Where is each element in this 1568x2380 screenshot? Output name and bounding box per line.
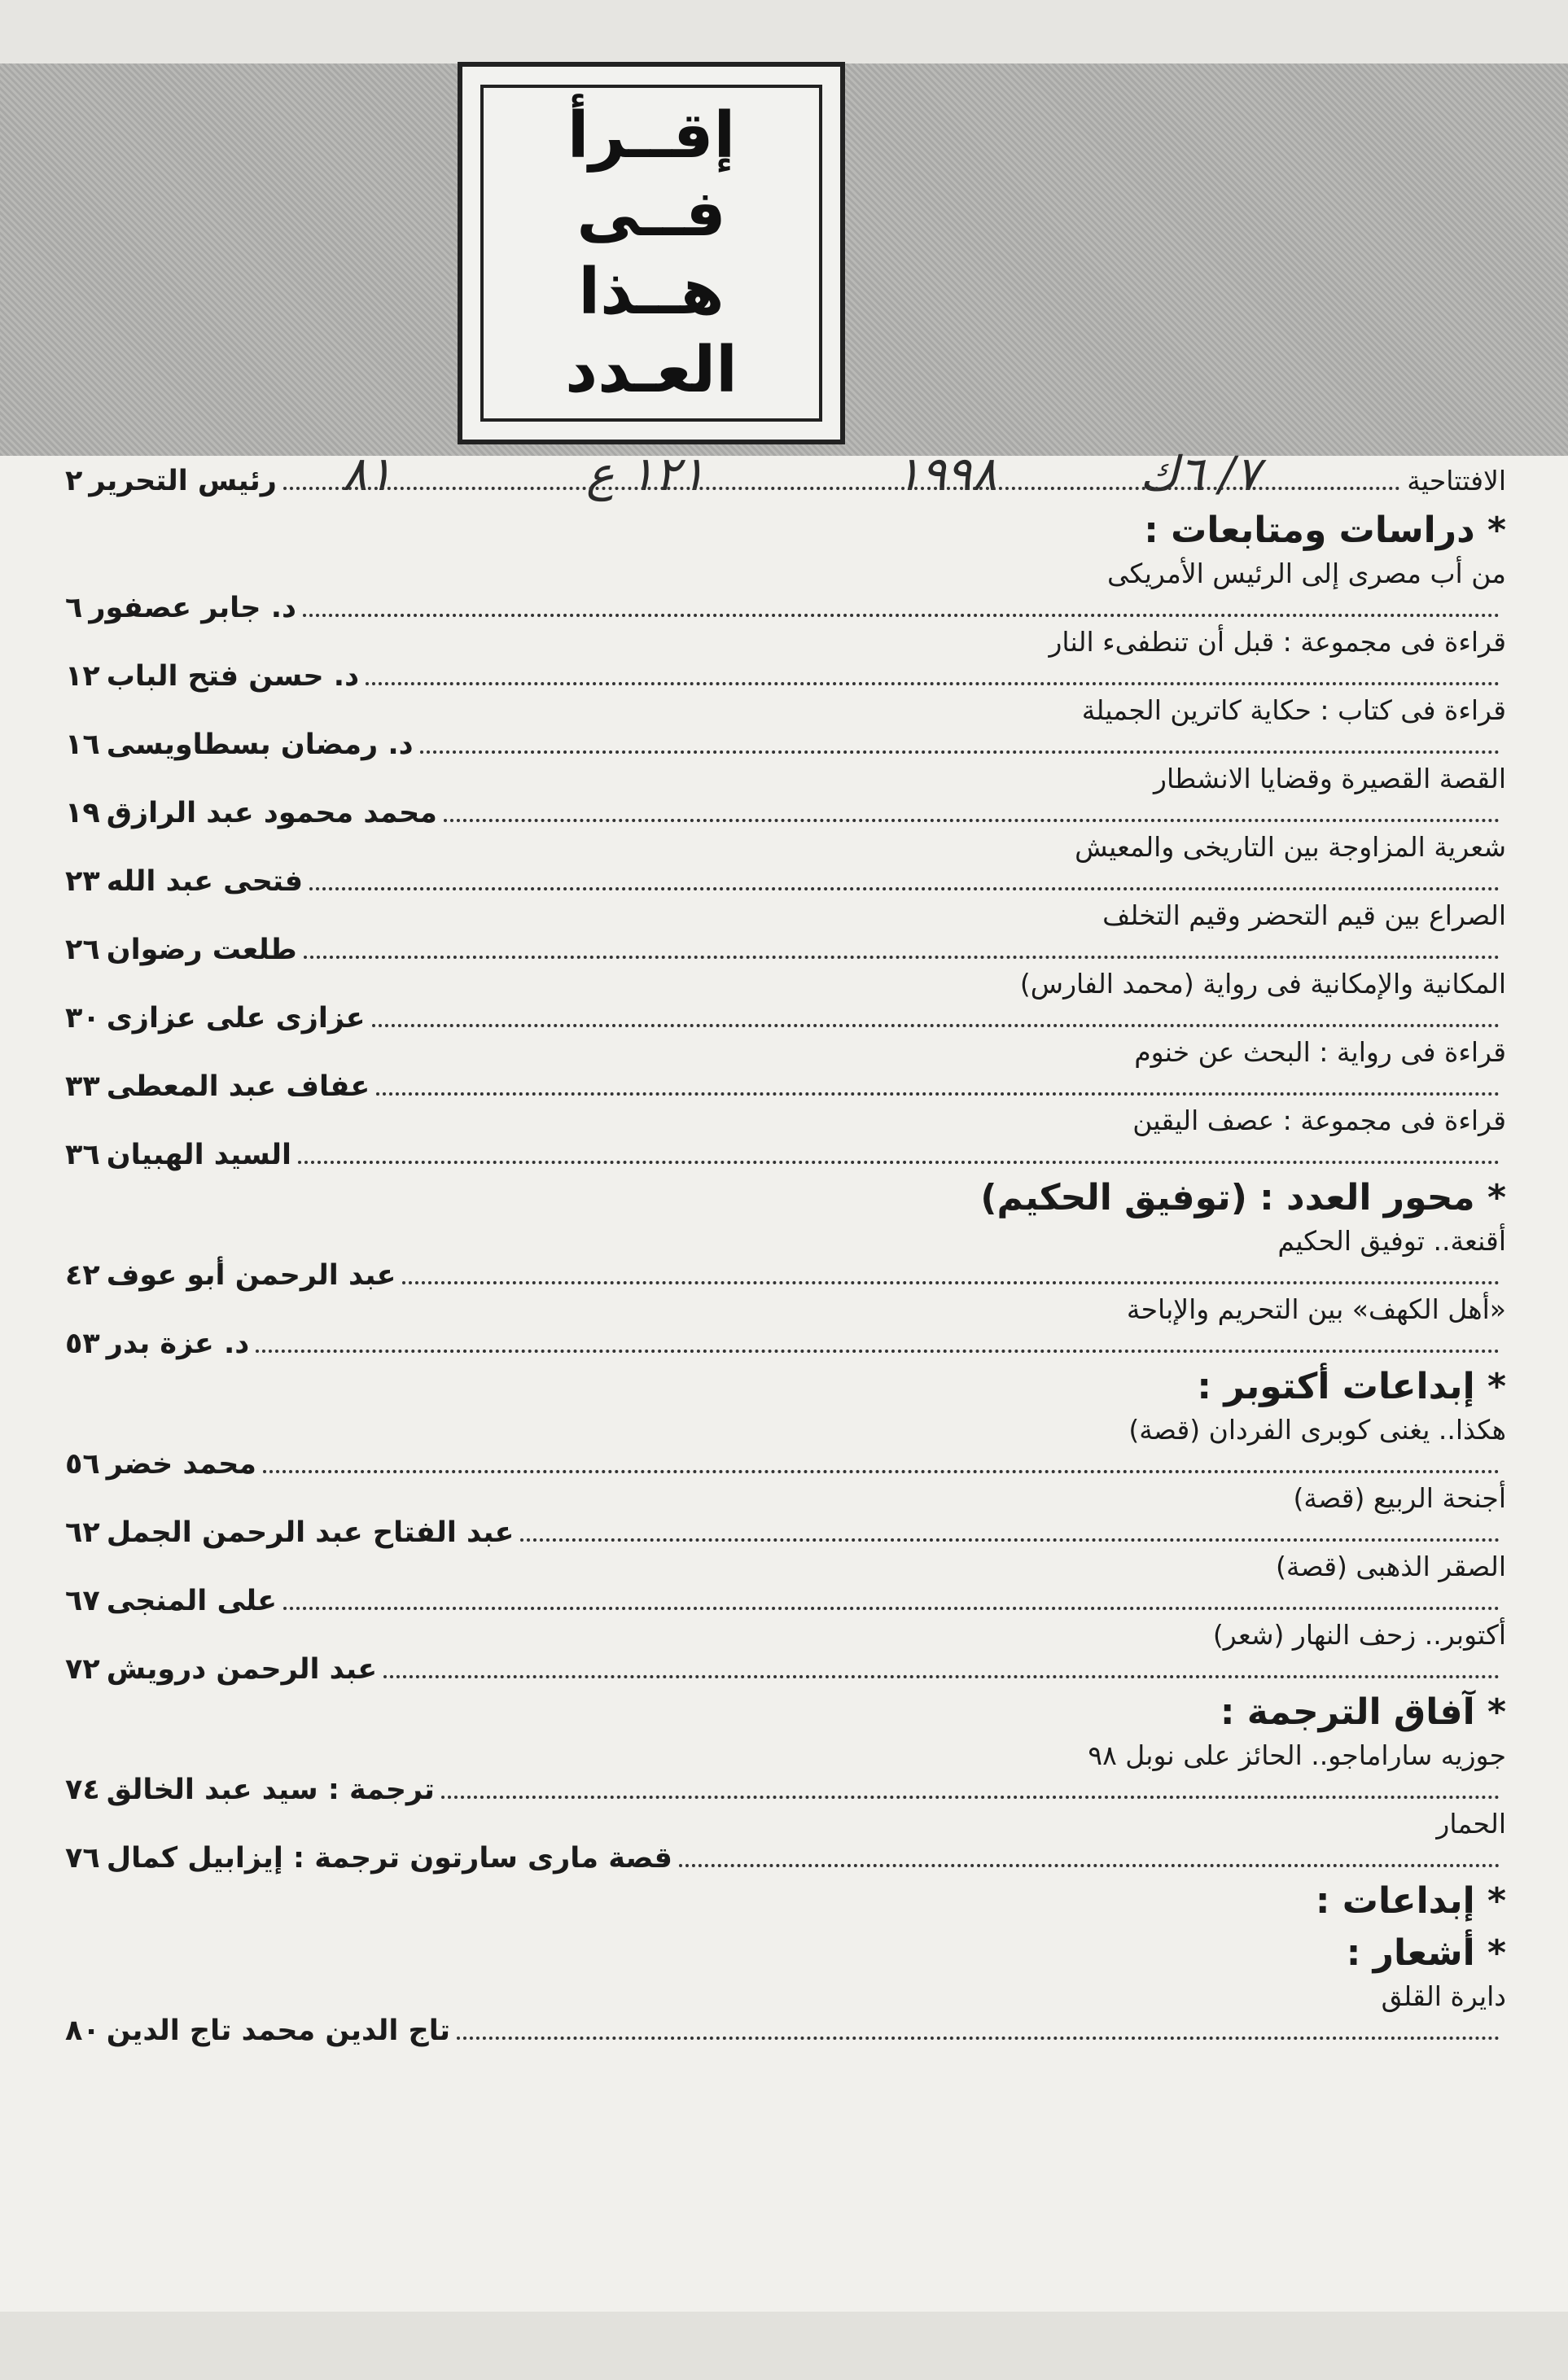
leader-dots — [376, 1092, 1500, 1096]
toc-entry-author: د. جابر عصفور — [89, 592, 296, 624]
toc-entry-page: ٢ — [65, 465, 83, 497]
toc-entry-author: د. حسن فتح الباب — [106, 660, 360, 693]
toc-entry[interactable] — [65, 1807, 1506, 1875]
leader-dots — [303, 613, 1500, 617]
leader-dots — [304, 955, 1500, 959]
toc-entry-author: رئيس التحرير — [89, 465, 277, 497]
toc-entry-author: د. رمضان بسطاويسى — [106, 728, 414, 761]
toc-entry-title: القصة القصيرة وقضايا الانشطار — [1154, 763, 1506, 794]
leader-dots — [383, 1674, 1500, 1678]
section-heading-october-creations: * إبداعات أكتوبر : — [1197, 1366, 1506, 1407]
toc-entry-author: عبد الرحمن درويش — [106, 1653, 378, 1686]
toc-entry-author: عبد الرحمن أبو عوف — [106, 1259, 396, 1292]
toc-entry[interactable] — [65, 899, 1506, 967]
toc-entry-title: الحمار — [1436, 1808, 1506, 1840]
toc-entry-author: عفاف عبد المعطى — [106, 1070, 370, 1103]
leader-dots — [520, 1538, 1500, 1542]
toc-entry[interactable] — [65, 830, 1506, 899]
toc-entry-title: أقنعة.. توفيق الحكيم — [1277, 1225, 1506, 1257]
toc-entry-title: الصراع بين قيم التحضر وقيم التخلف — [1102, 899, 1506, 931]
issue-title-inner — [480, 85, 822, 422]
toc-entry-title: هكذا.. يغنى كوبرى الفردان (قصة) — [1128, 1414, 1506, 1446]
handwritten-note-3: ١٩٩٨ — [896, 446, 997, 501]
leader-dots — [256, 1349, 1500, 1353]
title-line-3: هــذا — [578, 256, 725, 329]
toc-entry[interactable] — [65, 1224, 1506, 1293]
issue-title-box — [458, 62, 845, 444]
toc-entry[interactable] — [65, 557, 1506, 625]
toc-entry[interactable] — [65, 1980, 1506, 2048]
toc-entry-title: أكتوبر.. زحف النهار (شعر) — [1212, 1619, 1506, 1651]
toc-entry-page: ٣٠ — [65, 1002, 100, 1035]
toc-entry[interactable] — [65, 1413, 1506, 1481]
toc-entry-page: ٥٣ — [65, 1328, 100, 1360]
toc-entry-author: فتحى عبد الله — [106, 865, 304, 898]
toc-entry-title: الصقر الذهبى (قصة) — [1276, 1551, 1506, 1582]
toc-entry-page: ٧٤ — [65, 1774, 100, 1806]
toc-entry-page: ٥٦ — [65, 1448, 100, 1481]
toc-entry-author: د. عزة بدر — [106, 1328, 250, 1360]
leader-dots — [298, 1160, 1500, 1164]
toc-entry-author: عزازى على عزازى — [106, 1002, 366, 1035]
toc-entry-page: ١٦ — [65, 728, 100, 761]
toc-entry-title: قراءة فى كتاب : حكاية كاترين الجميلة — [1081, 694, 1506, 726]
toc-entry-opening[interactable] — [65, 464, 1506, 505]
bottom-strip — [0, 2312, 1568, 2380]
toc-entry[interactable] — [65, 1550, 1506, 1618]
leader-dots — [366, 681, 1500, 685]
toc-entry[interactable] — [65, 1035, 1506, 1104]
toc-entry-title: دايرة القلق — [1381, 1980, 1506, 2012]
toc-entry-page: ٨٠ — [65, 2015, 100, 2047]
toc-entry-title: قراءة فى مجموعة : عصف اليقين — [1132, 1105, 1506, 1136]
toc-entry-author: على المنجى — [106, 1585, 278, 1617]
toc-entry-author: ترجمة : سيد عبد الخالق — [106, 1774, 435, 1806]
toc-entry-page: ٤٢ — [65, 1259, 100, 1292]
toc-entry-author: محمد محمود عبد الرازق — [106, 797, 437, 829]
leader-dots — [679, 1863, 1500, 1867]
toc-entry-page: ٦ — [65, 592, 83, 624]
handwritten-note-2: ١٢١ ع — [586, 446, 706, 501]
toc-entry-title: من أب مصرى إلى الرئيس الأمريكى — [1107, 558, 1506, 589]
leader-dots — [372, 1023, 1500, 1027]
toc-entry-title: الافتتاحية — [1407, 465, 1506, 497]
toc-entry-page: ٧٦ — [65, 1842, 100, 1875]
leader-dots — [420, 750, 1500, 754]
toc-entry[interactable] — [65, 1481, 1506, 1550]
toc-entry[interactable] — [65, 762, 1506, 830]
toc-entry-title: شعرية المزاوجة بين التاريخى والمعيش — [1075, 831, 1506, 863]
leader-dots — [457, 2036, 1500, 2040]
table-of-contents — [65, 464, 1506, 2048]
toc-entry[interactable] — [65, 1293, 1506, 1361]
leader-dots — [283, 1606, 1500, 1610]
leader-dots — [283, 486, 1400, 490]
toc-entry-page: ١٢ — [65, 660, 100, 693]
toc-entry-author: السيد الهبيان — [106, 1139, 292, 1171]
toc-entry-author: عبد الفتاح عبد الرحمن الجمل — [106, 1516, 515, 1549]
toc-entry[interactable] — [65, 967, 1506, 1035]
toc-entry-title: «أهل الكهف» بين التحريم والإباحة — [1126, 1293, 1506, 1325]
handwritten-note-1: ٨١ — [342, 446, 393, 501]
toc-entry-author: محمد خضر — [106, 1448, 256, 1481]
leader-dots — [309, 886, 1500, 890]
toc-entry-author: طلعت رضوان — [106, 934, 297, 966]
toc-entry-author: تاج الدين محمد تاج الدين — [106, 2015, 451, 2047]
title-line-1: إقــرأ — [567, 99, 736, 173]
toc-entry-author: قصة مارى سارتون ترجمة : إيزابيل كمال — [106, 1842, 672, 1875]
toc-entry-title: المكانية والإمكانية فى رواية (محمد الفارس) — [1019, 968, 1506, 1000]
title-line-2: فــى — [576, 177, 726, 251]
top-strip — [0, 0, 1568, 63]
toc-entry-page: ٦٧ — [65, 1585, 100, 1617]
toc-entry-title: قراءة فى رواية : البحث عن خنوم — [1134, 1036, 1506, 1068]
toc-entry[interactable] — [65, 1618, 1506, 1687]
section-heading-studies: * دراسات ومتابعات : — [1144, 510, 1506, 551]
title-line-4: العـدد — [565, 334, 738, 407]
leader-dots — [402, 1280, 1500, 1284]
section-heading-poems: * أشعار : — [1346, 1932, 1506, 1974]
section-heading-issue-focus: * محور العدد : (توفيق الحكيم) — [980, 1177, 1506, 1218]
toc-entry[interactable] — [65, 693, 1506, 762]
leader-dots — [444, 818, 1500, 822]
section-heading-creations: * إبداعات : — [1315, 1880, 1506, 1922]
toc-entry-page: ٢٣ — [65, 865, 100, 898]
toc-entry[interactable] — [65, 1739, 1506, 1807]
toc-entry-title: قراءة فى مجموعة : قبل أن تنطفىء النار — [1049, 626, 1506, 658]
toc-entry-page: ١٩ — [65, 797, 100, 829]
toc-entry[interactable] — [65, 625, 1506, 693]
section-heading-translation: * آفاق الترجمة : — [1220, 1691, 1506, 1733]
toc-entry-page: ٣٣ — [65, 1070, 100, 1103]
toc-entry-page: ٦٢ — [65, 1516, 100, 1549]
toc-entry-title: جوزيه ساراماجو.. الحائز على نوبل ٩٨ — [1088, 1739, 1506, 1771]
toc-entry-page: ٧٢ — [65, 1653, 100, 1686]
handwritten-note-4: ٧/ ٦ك — [1140, 446, 1261, 501]
leader-dots — [441, 1795, 1500, 1799]
leader-dots — [263, 1469, 1500, 1473]
toc-entry-page: ٢٦ — [65, 934, 100, 966]
toc-entry-page: ٣٦ — [65, 1139, 100, 1171]
toc-entry[interactable] — [65, 1104, 1506, 1172]
toc-entry-title: أجنحة الربيع (قصة) — [1293, 1482, 1506, 1514]
